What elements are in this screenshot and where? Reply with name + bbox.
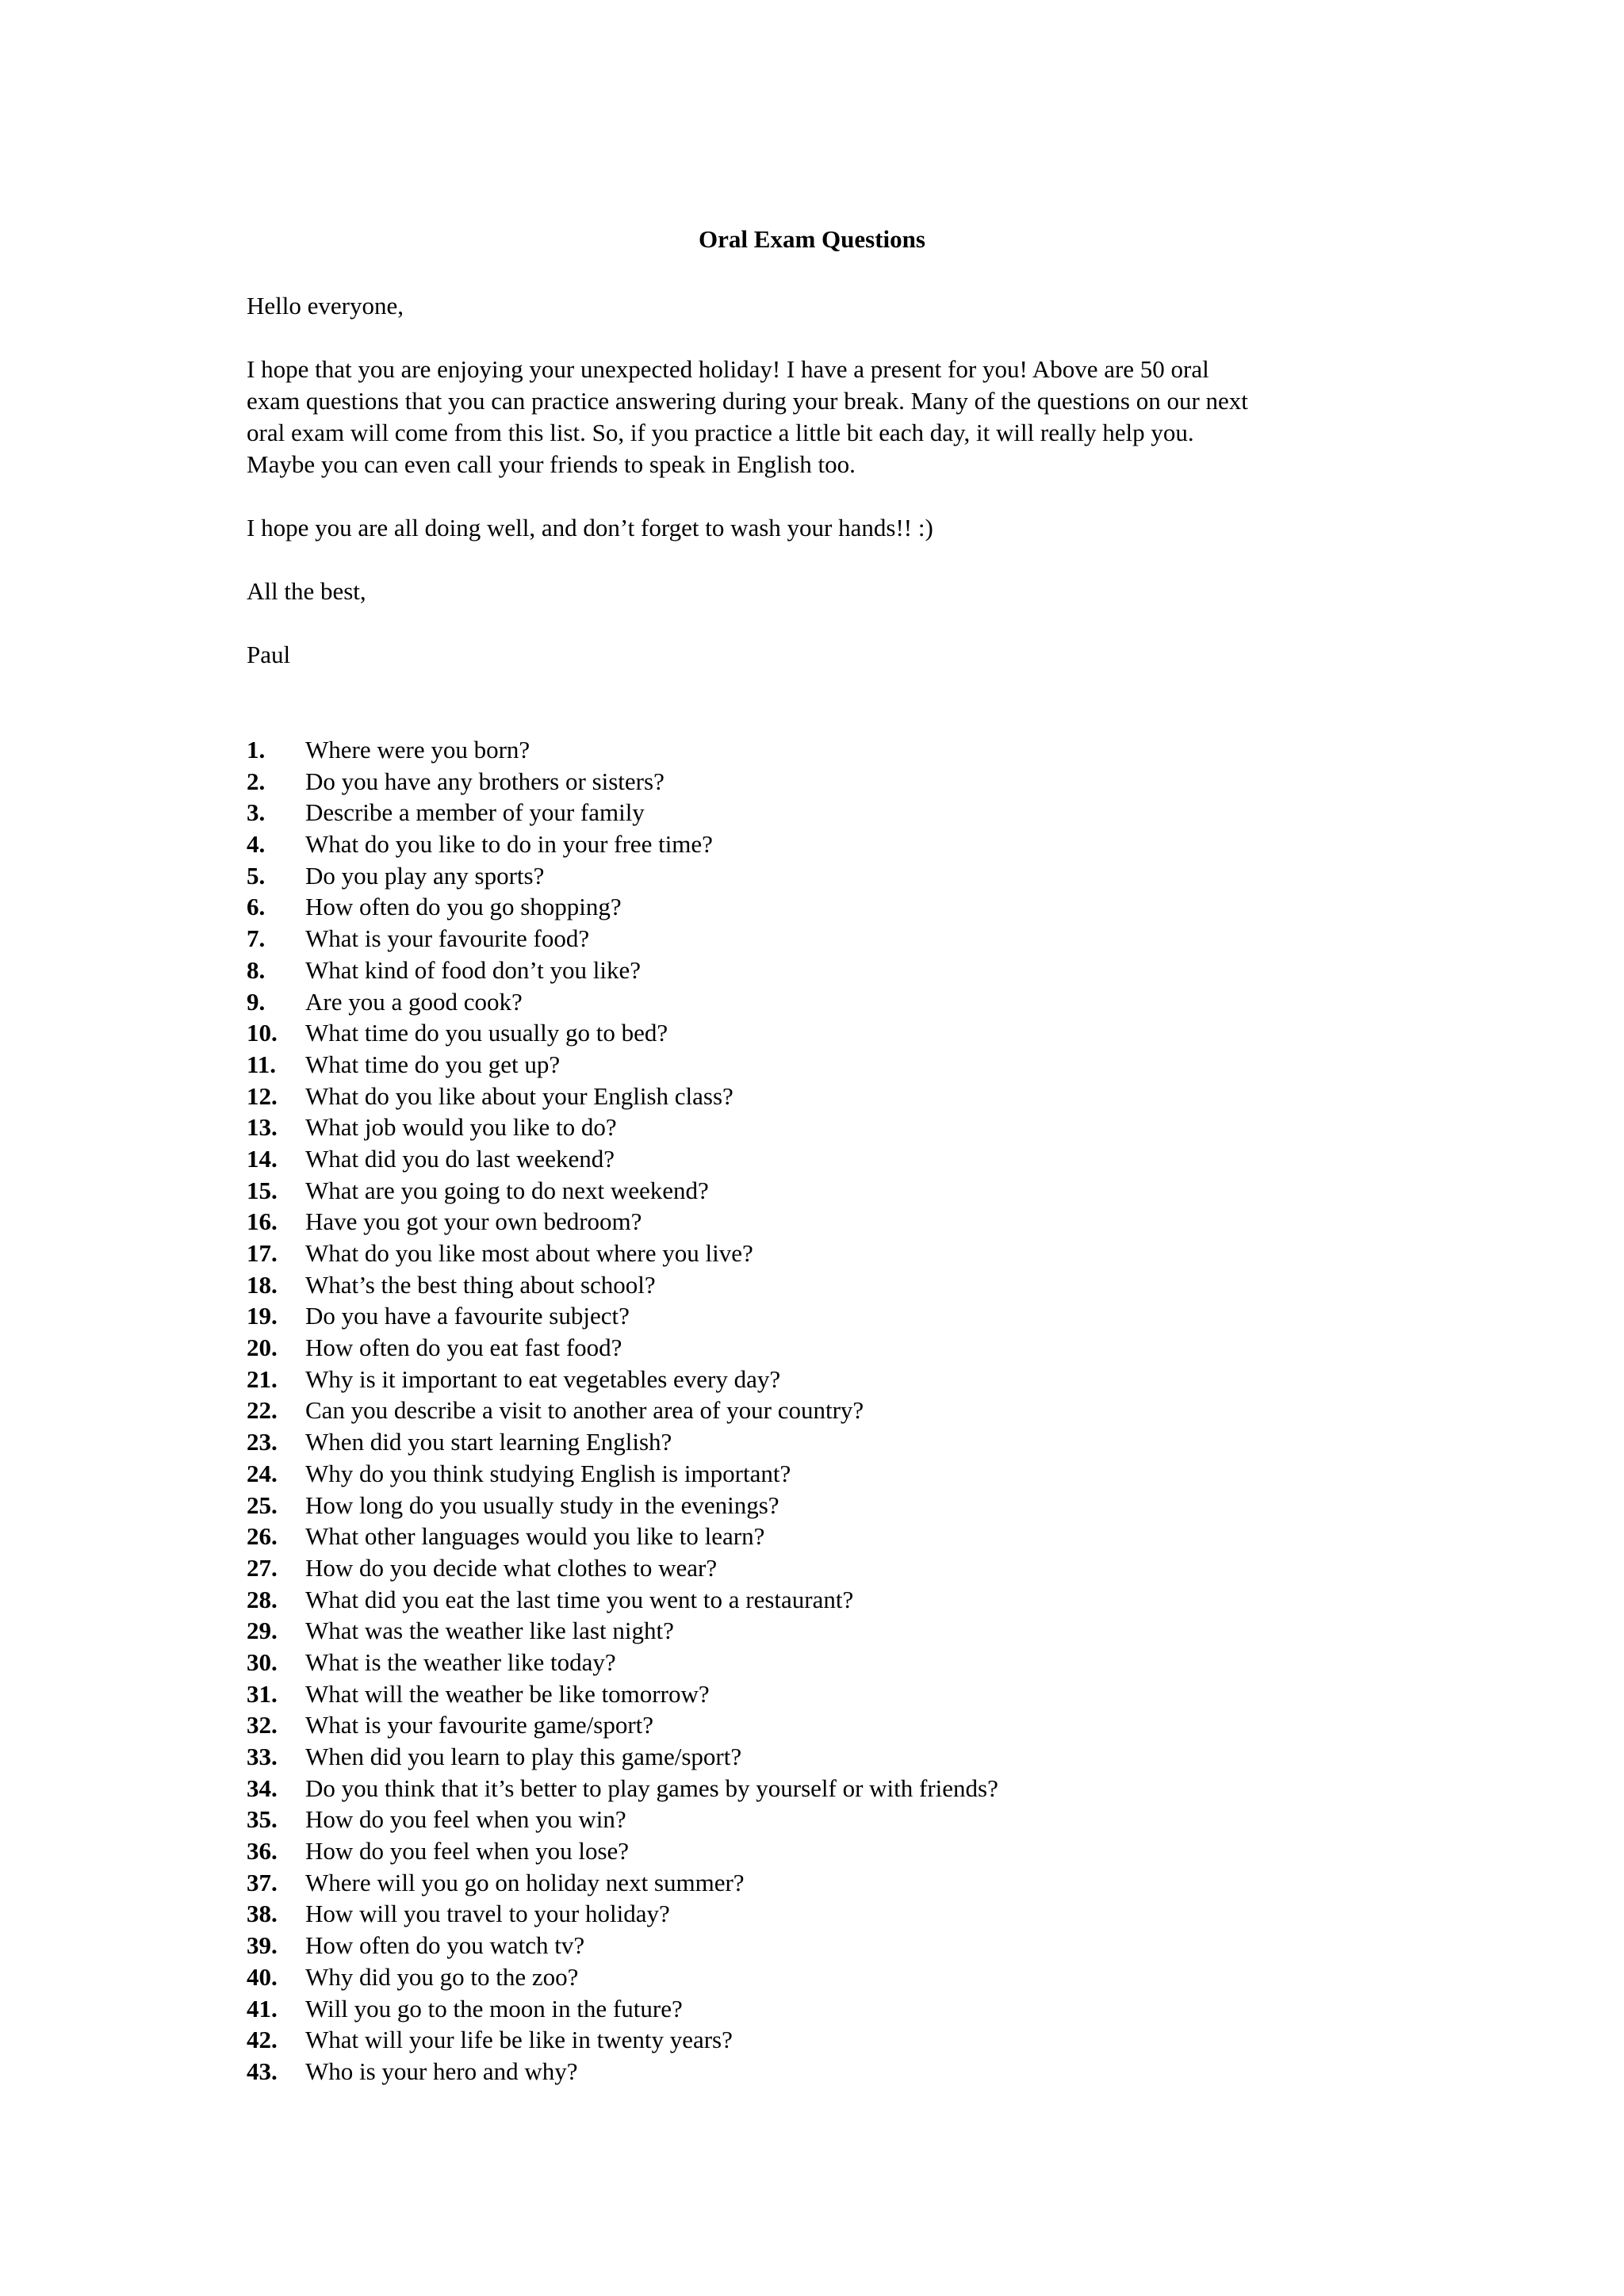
question-item (247, 1206, 1436, 1238)
question-text: What will your life be like in twenty years? (305, 2026, 733, 2054)
question-text: How long do you usually study in the evenings? (305, 1490, 779, 1519)
question-text: When did you start learning English? (305, 1428, 672, 1456)
question-item (247, 1175, 1436, 1207)
question-text: What did you eat the last time you went to a restaurant? (305, 1585, 854, 1613)
question-number: 8. (247, 955, 266, 984)
question-text: What are you going to do next weekend? (305, 1176, 709, 1204)
question-number: 35. (247, 1805, 278, 1834)
question-number: 24. (247, 1459, 278, 1487)
question-number: 18. (247, 1270, 278, 1299)
question-text: What job would you like to do? (305, 1113, 617, 1142)
question-number: 19. (247, 1302, 278, 1330)
reminder-paragraph: I hope you are all doing well, and don’t forget to wash your hands!! :) (247, 514, 933, 541)
question-number: 23. (247, 1428, 278, 1456)
question-number: 7. (247, 924, 266, 953)
question-number: 43. (247, 2057, 278, 2085)
question-text: Why is it important to eat vegetables every day? (305, 1364, 781, 1393)
question-item (247, 1332, 1436, 1364)
question-item (247, 1364, 1436, 1395)
closing-line: All the best, (247, 577, 366, 605)
question-item (247, 1081, 1436, 1112)
question-number: 15. (247, 1176, 278, 1204)
question-item (247, 891, 1436, 923)
question-text: What kind of food don’t you like? (305, 955, 642, 984)
intro-line: Maybe you can even call your friends to speak in English too. (247, 450, 856, 478)
question-item (247, 1049, 1436, 1081)
question-text: Describe a member of your family (305, 798, 645, 827)
question-text: What did you do last weekend? (305, 1144, 615, 1173)
question-number: 28. (247, 1585, 278, 1613)
question-text: How will you travel to your holiday? (305, 1900, 670, 1928)
question-text: When did you learn to play this game/sport? (305, 1743, 742, 1770)
question-text: What time do you usually go to bed? (305, 1019, 668, 1047)
question-text: Do you play any sports? (305, 861, 545, 890)
question-list (247, 734, 1436, 2087)
question-number: 36. (247, 1837, 278, 1866)
question-item (247, 1458, 1436, 1490)
question-number: 20. (247, 1334, 278, 1362)
question-text: What other languages would you like to learn? (305, 1522, 765, 1551)
question-item (247, 1112, 1436, 1143)
question-text: What do you like about your English class? (305, 1081, 733, 1110)
question-text: How often do you go shopping? (305, 893, 622, 921)
question-number: 3. (247, 798, 266, 827)
question-number: 12. (247, 1081, 278, 1110)
question-text: Will you go to the moon in the future? (305, 1994, 683, 2022)
question-item (247, 1898, 1436, 1930)
question-text: Can you describe a visit to another area of your country? (305, 1396, 864, 1425)
question-text: How do you decide what clothes to wear? (305, 1553, 718, 1582)
question-number: 41. (247, 1994, 278, 2022)
question-number: 16. (247, 1207, 278, 1236)
question-item (247, 1490, 1436, 1521)
question-item (247, 1741, 1436, 1773)
intro-line: exam questions that you can practice answering during your break. Many of the questions on our next (247, 387, 1248, 415)
question-number: 33. (247, 1743, 278, 1770)
question-text: What do you like to do in your free time? (305, 830, 713, 859)
question-item (247, 1584, 1436, 1616)
question-item (247, 1238, 1436, 1269)
question-number: 21. (247, 1364, 278, 1393)
question-item (247, 1647, 1436, 1678)
question-item (247, 828, 1436, 860)
question-number: 2. (247, 767, 266, 795)
question-number: 9. (247, 987, 266, 1016)
question-item (247, 955, 1436, 986)
question-item (247, 1269, 1436, 1301)
question-text: How often do you eat fast food? (305, 1334, 622, 1362)
question-item (247, 1426, 1436, 1458)
question-item (247, 1773, 1436, 1804)
question-text: Who is your hero and why? (305, 2057, 578, 2085)
question-item (247, 1300, 1436, 1332)
question-item (247, 734, 1436, 766)
question-text: Do you have a favourite subject? (305, 1302, 630, 1330)
signature: Paul (247, 641, 291, 668)
question-item (247, 1615, 1436, 1647)
question-item (247, 1709, 1436, 1741)
question-number: 5. (247, 861, 266, 890)
question-number: 17. (247, 1239, 278, 1267)
question-text: Why do you think studying English is important? (305, 1459, 791, 1487)
question-item (247, 1017, 1436, 1049)
question-number: 13. (247, 1113, 278, 1142)
intro-line: oral exam will come from this list. So, if you practice a little bit each day, it will really help you. (247, 419, 1194, 446)
question-text: What is your favourite food? (305, 924, 590, 953)
question-text: What is your favourite game/sport? (305, 1711, 654, 1739)
question-text: Do you have any brothers or sisters? (305, 767, 665, 795)
question-text: Are you a good cook? (305, 987, 523, 1016)
greeting: Hello everyone, (247, 292, 404, 320)
question-item (247, 1395, 1436, 1426)
question-number: 32. (247, 1711, 278, 1739)
question-number: 10. (247, 1019, 278, 1047)
question-number: 4. (247, 830, 266, 859)
question-item (247, 2024, 1436, 2056)
question-number: 25. (247, 1490, 278, 1519)
question-number: 22. (247, 1396, 278, 1425)
question-text: What time do you get up? (305, 1050, 561, 1078)
question-text: What will the weather be like tomorrow? (305, 1679, 710, 1708)
question-item (247, 766, 1436, 798)
question-text: Have you got your own bedroom? (305, 1207, 642, 1236)
question-text: What do you like most about where you live? (305, 1239, 753, 1267)
question-text: How often do you watch tv? (305, 1931, 585, 1960)
question-item (247, 1804, 1436, 1835)
question-text: How do you feel when you win? (305, 1805, 626, 1834)
question-item (247, 860, 1436, 892)
document-title: Oral Exam Questions (699, 225, 925, 253)
question-item (247, 797, 1436, 828)
question-item (247, 1835, 1436, 1867)
question-text: Why did you go to the zoo? (305, 1962, 579, 1991)
question-number: 6. (247, 893, 266, 921)
question-item (247, 986, 1436, 1018)
question-item (247, 1521, 1436, 1552)
question-number: 27. (247, 1553, 278, 1582)
question-number: 26. (247, 1522, 278, 1551)
question-item (247, 1930, 1436, 1961)
question-text: How do you feel when you lose? (305, 1837, 630, 1866)
question-number: 1. (247, 736, 266, 763)
question-item (247, 1552, 1436, 1584)
intro-paragraph (247, 354, 1404, 480)
question-number: 38. (247, 1900, 278, 1928)
question-item (247, 1993, 1436, 2025)
question-text: Where will you go on holiday next summer? (305, 1868, 745, 1896)
question-text: What was the weather like last night? (305, 1617, 674, 1645)
question-number: 30. (247, 1647, 278, 1676)
question-item (247, 1678, 1436, 1710)
question-text: What’s the best thing about school? (305, 1270, 656, 1299)
question-item (247, 923, 1436, 955)
question-item (247, 1961, 1436, 1993)
question-text: Where were you born? (305, 736, 530, 763)
intro-line: I hope that you are enjoying your unexpected holiday! I have a present for you! Above are 50 oral (247, 355, 1209, 383)
question-number: 39. (247, 1931, 278, 1960)
question-number: 14. (247, 1144, 278, 1173)
question-text: Do you think that it’s better to play games by yourself or with friends? (305, 1774, 998, 1802)
question-item (247, 1143, 1436, 1175)
question-text: What is the weather like today? (305, 1647, 616, 1676)
question-number: 31. (247, 1679, 278, 1708)
question-number: 29. (247, 1617, 278, 1645)
question-item (247, 2056, 1436, 2087)
question-number: 42. (247, 2026, 278, 2054)
question-number: 37. (247, 1868, 278, 1896)
question-item (247, 1867, 1436, 1899)
question-number: 34. (247, 1774, 278, 1802)
question-number: 40. (247, 1962, 278, 1991)
letter-body (247, 290, 1404, 702)
question-number: 11. (247, 1050, 277, 1078)
